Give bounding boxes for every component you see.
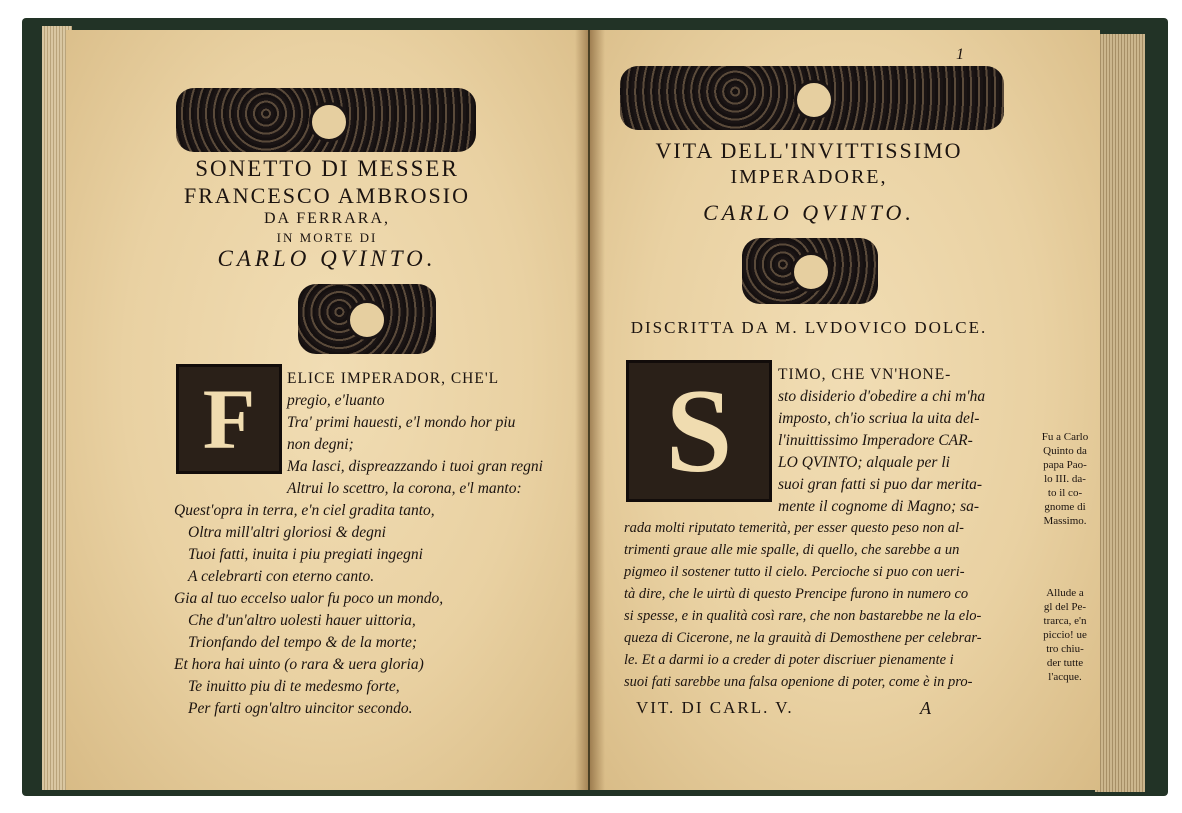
margin-note-line: der tutte [1046,657,1084,669]
margin-note-line: trarca, e'n [1043,615,1087,627]
margin-note-line: Allude a [1046,587,1084,599]
margin-note-line: Massimo. [1043,515,1087,527]
book-gutter [575,30,605,790]
prose-line: suoi fati sarebbe una falsa openione di poter, come è in pro- [624,674,973,690]
verse-line: Oltra mill'altri gloriosi & degni [188,524,386,541]
verse-line: Trionfando del tempo & de la morte; [188,634,418,651]
right-page [590,30,1100,790]
signature-mark: A [920,698,931,718]
verse-line: Per farti ogn'altro uincitor secondo. [188,700,413,717]
attribution-line: DISCRITTA DA M. LVDOVICO DOLCE. [630,318,988,337]
prose-line: rada molti riputato temerità, per esser questo peso non al- [624,520,964,536]
headpiece-ornament [620,66,1004,130]
initial-letter-s: S [626,360,772,502]
verse-line: Altrui lo scettro, la corona, e'l manto: [287,480,522,497]
verse-line: A celebrarti con eterno canto. [188,568,375,585]
prose-line: sto disiderio d'obedire a chi m'ha [778,388,986,405]
margin-note-line: piccio! ue [1043,629,1087,641]
sonnet-title-line-2: FRANCESCO AMBROSIO [183,183,470,208]
prose-line: le. Et a darmi io a creder di poter discriuer pienamente i [624,652,954,668]
margin-note-line: lo III. da- [1044,473,1086,485]
prose-line: pigmeo il sostener tutto il cielo. Percioche si puo con ueri- [624,564,965,580]
prose-line: LO QVINTO; alquale per li [778,454,950,471]
sonnet-title-line-4: IN MORTE DI [276,230,378,245]
initial-letter-f: F [176,364,282,474]
margin-note-line: Quinto da [1043,445,1087,457]
right-page-edges [1095,34,1145,792]
verse-line: Che d'un'altro uolesti hauer uittoria, [188,612,416,629]
prose-line: si spesse, e in qualità così rare, che non bastarebbe ne la elo- [624,608,982,624]
prose-line: queza di Cicerone, ne la grauità di Demosthene per celebrar- [624,630,982,646]
page-footer: VIT. DI CARL. V. [636,698,794,717]
mask-ornament [347,300,387,340]
prose-line: suoi gran fatti si puo dar merita- [778,476,983,493]
margin-note-line: gl del Pe- [1043,601,1087,613]
margin-note-line: tro chiu- [1046,643,1084,655]
verse-line: Quest'opra in terra, e'n ciel gradita tanto, [174,502,435,519]
verse-line: Ma lasci, dispreazzando i tuoi gran regni [287,458,543,475]
margin-note-petrarca [1030,586,1100,684]
mask-ornament [794,80,834,120]
headpiece-ornament [176,88,476,152]
verse-line: ELICE IMPERADOR, CHE'L [287,370,500,387]
tailpiece-ornament [298,284,436,354]
mask-ornament [791,252,831,292]
life-title-line-2: IMPERADORE, [730,166,888,188]
margin-note-line: l'acque. [1048,671,1082,683]
margin-note-line: gnome di [1044,501,1086,513]
prose-line: TIMO, CHE VN'HONE- [778,366,952,383]
life-subject: CARLO QVINTO. [703,200,915,225]
folio-number: 1 [956,46,964,63]
margin-note-line: papa Pao- [1043,459,1087,471]
sonnet-title-line-1: SONETTO DI MESSER [195,156,459,181]
verse-line: Gia al tuo eccelso ualor fu poco un mondo, [174,590,444,607]
sonnet-subject: CARLO QVINTO. [217,246,437,271]
life-title-line-1: VITA DELL'INVITTISSIMO [655,138,963,163]
verse-line: pregio, e'luanto [287,392,385,409]
prose-line: imposto, ch'io scriua la uita del- [778,410,980,427]
verse-line: Tuoi fatti, inuita i piu pregiati ingegni [188,546,423,563]
mask-ornament [309,102,349,142]
verse-line: Et hora hai uinto (o rara & uera gloria) [174,656,424,673]
margin-note-line: to il co- [1047,487,1083,499]
tailpiece-ornament [742,238,878,304]
sonnet-title-line-3: DA FERRARA, [263,210,391,227]
margin-note-line: Fu a Carlo [1041,431,1089,443]
verse-line: Te inuitto piu di te medesmo forte, [188,678,400,695]
verse-line: non degni; [287,436,354,453]
left-page [66,30,588,790]
prose-line: l'inuittissimo Imperadore CAR- [778,432,973,449]
prose-line: trimenti graue alle mie spalle, di quello, che sarebbe a un [624,542,960,558]
prose-line: tà dire, che le uirtù di questo Prencipe furono in numero co [624,586,969,602]
prose-line: mente il cognome di Magno; sa- [778,498,980,515]
verse-line: Tra' primi hauesti, e'l mondo hor piu [287,414,516,431]
margin-note-magno [1030,430,1100,528]
